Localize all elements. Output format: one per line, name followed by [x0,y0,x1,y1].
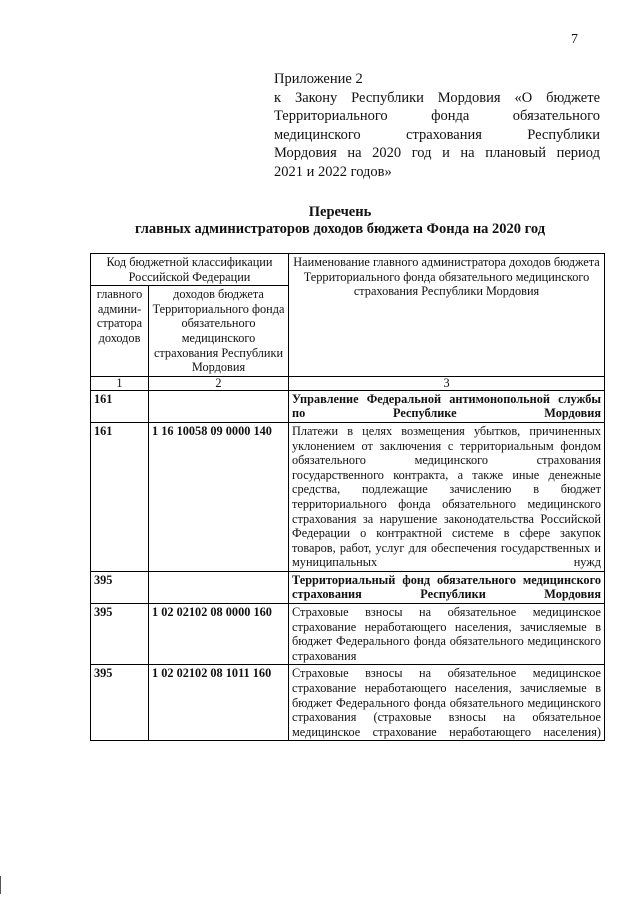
appendix-note [274,70,600,182]
income-description: Страховые взносы на обязательное медицинское страхование неработающего населения, зачисляемые в бюджет Федерального фонда обязательного медицинского страхования (страховые взносы на обязательное медицинское страхование неработающего населения) [289,665,605,741]
budget-code [149,390,289,422]
administrators-table [90,253,605,741]
admin-code: 161 [91,422,149,571]
admin-code: 395 [91,571,149,603]
income-description: Платежи в целях возмещения убытков, причиненных уклонением от заключения с территориальным фондом обязательного медицинского страхования государственного контракта, а также иные денежные средства, подлежащие зачислению в бюджет территориального фонда обязательного медицинского страхования за нарушение законодательства Российской Федерации о контрактной системе в сфере закупок товаров, работ, услуг для обеспечения государственных и муниципальных нужд [289,422,605,571]
income-description: Страховые взносы на обязательное медицинское страхование неработающего населения, зачисляемые в бюджет Федерального фонда обязательного медицинского страхования [289,604,605,665]
appendix-line: Территориального фонда обязательного [274,108,600,125]
admin-code: 395 [91,604,149,665]
header-name: Наименование главного администратора доходов бюджета Территориального фонда обязательного медицинского страхования Республики Мордовия [289,254,605,377]
scan-edge-mark [0,876,1,894]
header-income: доходов бюджета Территориального фонда обязательного медицинского страхования Республики Мордовия [149,286,289,377]
budget-code: 1 02 02102 08 1011 160 [149,665,289,741]
administrator-name: Управление Федеральной антимонопольной службы по Республике Мордовия [289,390,605,422]
budget-code: 1 02 02102 08 0000 160 [149,604,289,665]
column-number-row [91,376,605,390]
document-subtitle: главных администраторов доходов бюджета Фонда на 2020 год [134,221,546,237]
header-admin: главного админи-стратора доходов [91,286,149,377]
appendix-line: к Закону Республики Мордовия «О бюджете [274,89,600,106]
table-row [91,604,605,665]
appendix-line: Приложение 2 [274,71,363,87]
budget-code: 1 16 10058 09 0000 140 [149,422,289,571]
admin-code: 161 [91,390,149,422]
table-row [91,390,605,422]
budget-code [149,571,289,603]
appendix-line: 2021 и 2022 годов» [274,163,392,180]
appendix-line: медицинского страхования Республики [274,126,600,143]
header-code: Код бюджетной классификации Российской Федерации [91,254,289,286]
table-row [91,665,605,741]
admin-code: 395 [91,665,149,741]
column-number: 2 [149,376,289,390]
appendix-line: Мордовия на 2020 год и на плановый период [274,145,600,162]
administrator-name: Территориальный фонд обязательного медицинского страхования Республики Мордовия [289,571,605,603]
column-number: 3 [289,376,605,390]
table-row [91,422,605,571]
page-number: 7 [571,32,578,47]
document-title: Перечень [308,204,372,220]
column-number: 1 [91,376,149,390]
table-row [91,571,605,603]
table-header-row [91,254,605,286]
